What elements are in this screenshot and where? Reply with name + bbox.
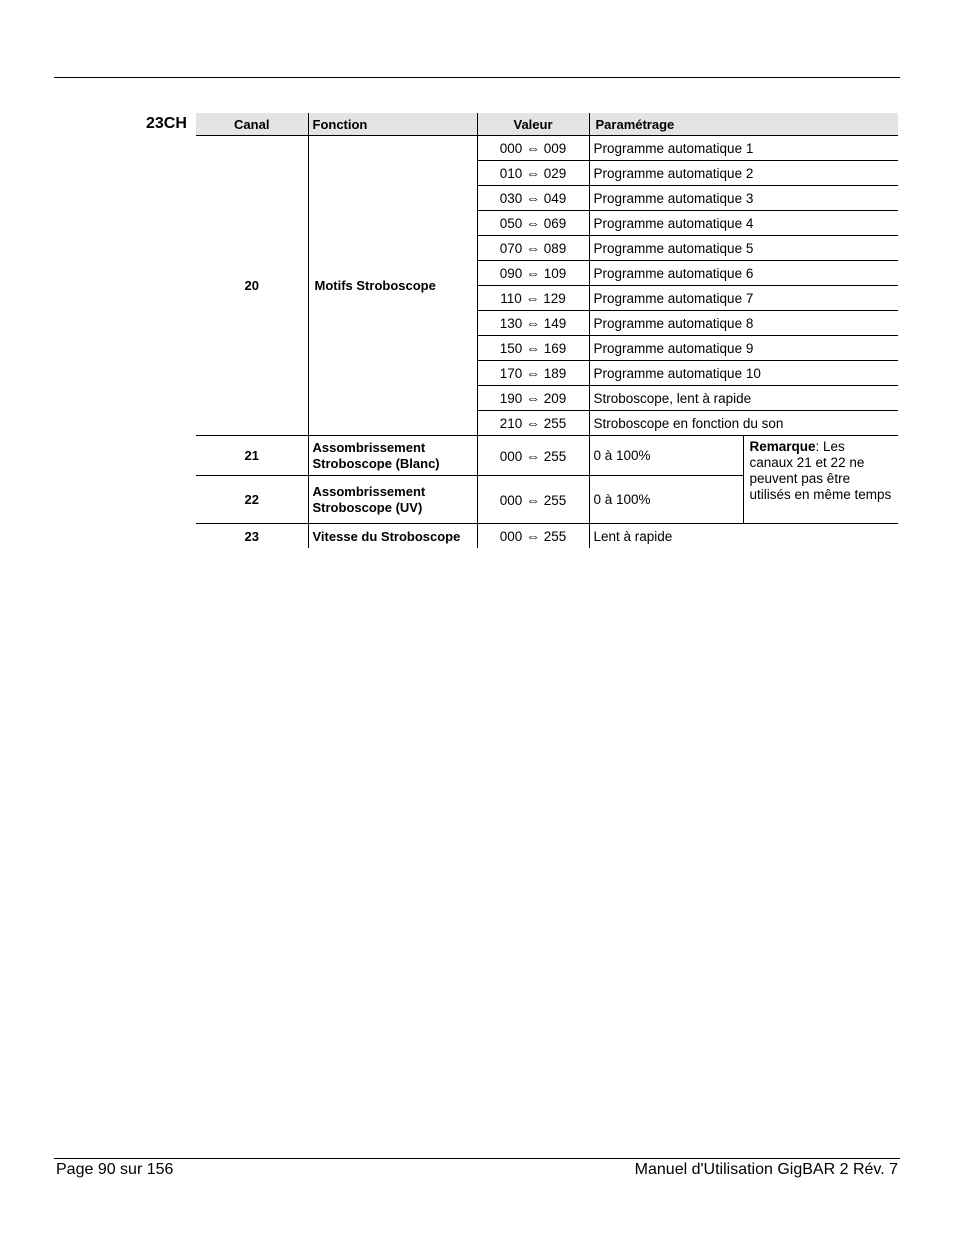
- value-range: [477, 336, 589, 361]
- value-from: 110: [500, 291, 522, 306]
- value-from: 130: [499, 316, 523, 331]
- setting-text: 0 à 100%: [589, 476, 743, 524]
- range-arrow-icon: ⇔: [526, 491, 540, 508]
- value-to: 069: [543, 216, 567, 231]
- value-from: 050: [499, 216, 523, 231]
- setting-text: Programme automatique 8: [589, 311, 898, 336]
- note-text: : Les canaux 21 et 22 ne peuvent pas être utilisés en même temps: [749, 439, 892, 502]
- table-row: [196, 436, 898, 476]
- function-line: Assombrissement: [312, 483, 426, 499]
- value-from: 000: [499, 492, 523, 508]
- function-line: Stroboscope (Blanc): [312, 455, 440, 471]
- header-valeur: Valeur: [477, 113, 589, 136]
- range-arrow-icon: ⇔: [526, 140, 540, 156]
- value-to: 255: [543, 492, 567, 508]
- footer-rule: [54, 1158, 900, 1159]
- mode-label: 23CH: [146, 115, 187, 132]
- range-arrow-icon: ⇔: [526, 340, 540, 356]
- value-range: [477, 236, 589, 261]
- value-from: 090: [499, 266, 523, 281]
- value-from: 070: [499, 241, 523, 256]
- value-to: 209: [543, 391, 567, 406]
- value-range: [477, 524, 589, 549]
- range-arrow-icon: ⇔: [526, 265, 540, 281]
- header-fonction: Fonction: [308, 113, 477, 136]
- range-arrow-icon: ⇔: [526, 365, 540, 381]
- setting-text: Stroboscope, lent à rapide: [589, 386, 898, 411]
- range-arrow-icon: ⇔: [526, 190, 540, 206]
- range-arrow-icon: ⇔: [526, 240, 540, 256]
- header-canal: Canal: [196, 113, 308, 136]
- value-to: 029: [543, 166, 567, 181]
- setting-text: Programme automatique 9: [589, 336, 898, 361]
- header-rule: [54, 77, 900, 78]
- value-range: [477, 211, 589, 236]
- value-from: 000: [499, 141, 523, 156]
- table-row: [196, 136, 898, 161]
- value-from: 000: [499, 448, 523, 464]
- value-from: 190: [499, 391, 523, 406]
- setting-text: Stroboscope en fonction du son: [589, 411, 898, 436]
- setting-text: 0 à 100%: [589, 436, 743, 476]
- value-range: [477, 186, 589, 211]
- value-from: 010: [499, 166, 523, 181]
- setting-text: Programme automatique 2: [589, 161, 898, 186]
- range-arrow-icon: ⇔: [526, 447, 540, 464]
- value-to: 009: [543, 141, 567, 156]
- range-arrow-icon: ⇔: [526, 528, 540, 544]
- channel-number: 22: [196, 476, 308, 524]
- value-to: 255: [543, 416, 567, 431]
- range-arrow-icon: ⇔: [526, 315, 540, 331]
- value-range: [477, 411, 589, 436]
- setting-text: Programme automatique 10: [589, 361, 898, 386]
- range-arrow-icon: ⇔: [526, 215, 540, 231]
- channel-function: Vitesse du Stroboscope: [308, 524, 477, 549]
- value-range: [477, 436, 589, 476]
- header-parametrage: Paramétrage: [589, 113, 898, 136]
- value-to: 189: [543, 366, 567, 381]
- value-range: [477, 261, 589, 286]
- value-range: [477, 476, 589, 524]
- value-to: 255: [543, 448, 567, 464]
- value-from: 030: [499, 191, 523, 206]
- function-line: Stroboscope (UV): [312, 499, 423, 515]
- dmx-channel-table: [196, 113, 898, 548]
- table-row: [196, 524, 898, 549]
- value-to: 109: [543, 266, 567, 281]
- setting-text: Programme automatique 3: [589, 186, 898, 211]
- setting-text: Programme automatique 7: [589, 286, 898, 311]
- manual-title: Manuel d'Utilisation GigBAR 2 Rév. 7: [634, 1161, 898, 1178]
- value-to: 089: [543, 241, 567, 256]
- range-arrow-icon: ⇔: [526, 415, 540, 431]
- page-number: Page 90 sur 156: [56, 1161, 174, 1178]
- value-from: 210: [499, 416, 523, 431]
- value-range: [477, 386, 589, 411]
- setting-text: Programme automatique 6: [589, 261, 898, 286]
- note-cell: [743, 436, 898, 524]
- value-from: 000: [499, 529, 523, 544]
- channel-number: 20: [196, 136, 308, 436]
- range-arrow-icon: ⇔: [526, 165, 540, 181]
- value-range: [477, 361, 589, 386]
- channel-number: 21: [196, 436, 308, 476]
- value-to: 049: [543, 191, 567, 206]
- value-to: 149: [543, 316, 567, 331]
- setting-text: Programme automatique 4: [589, 211, 898, 236]
- value-to: 169: [543, 341, 567, 356]
- channel-function: [308, 436, 477, 476]
- value-to: 129: [543, 291, 566, 306]
- channel-number: 23: [244, 528, 259, 544]
- setting-text: Programme automatique 5: [589, 236, 898, 261]
- value-range: [477, 311, 589, 336]
- note-label: Remarque: [749, 439, 816, 454]
- table-header-row: [196, 113, 898, 136]
- function-line: Assombrissement: [312, 439, 426, 455]
- value-range: [477, 286, 589, 311]
- range-arrow-icon: ⇔: [525, 290, 540, 306]
- value-range: [477, 161, 589, 186]
- range-arrow-icon: ⇔: [526, 390, 540, 406]
- value-to: 255: [543, 529, 567, 544]
- value-range: [477, 136, 589, 161]
- value-from: 150: [499, 341, 523, 356]
- channel-function: Motifs Stroboscope: [308, 136, 477, 436]
- table-body: [196, 136, 898, 549]
- channel-function: [308, 476, 477, 524]
- setting-text: Lent à rapide: [589, 524, 898, 549]
- setting-text: Programme automatique 1: [589, 136, 898, 161]
- value-from: 170: [499, 366, 523, 381]
